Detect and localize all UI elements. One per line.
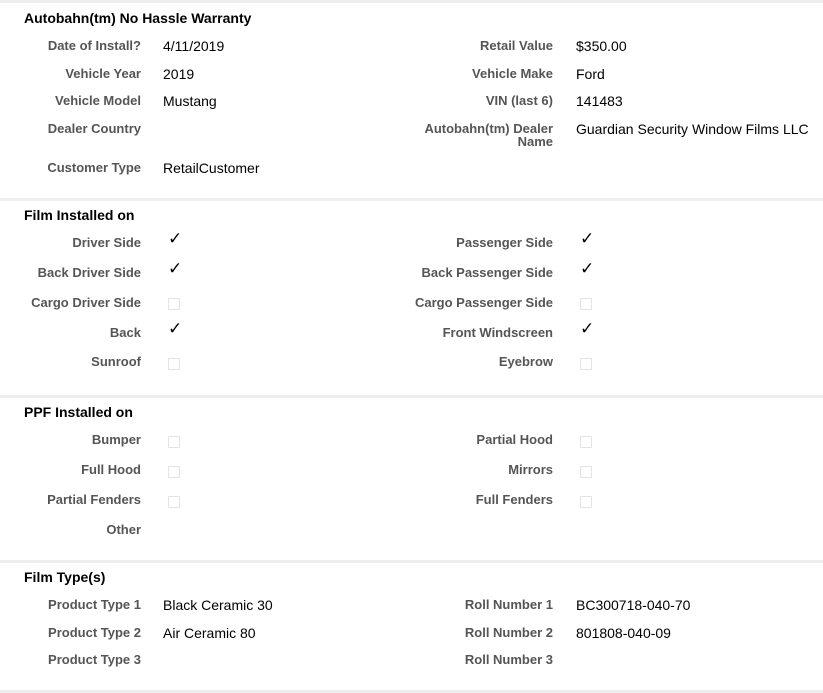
eyebrow-label: Eyebrow <box>498 354 553 369</box>
film-section-title: Film Installed on <box>24 207 135 223</box>
cargo-passenger-side-checkbox[interactable] <box>580 298 592 310</box>
vehicle-make-value: Ford <box>576 66 605 82</box>
back-driver-side-label: Back Driver Side <box>37 265 141 280</box>
roll-number-2-value: 801808-040-09 <box>576 625 671 641</box>
full-fenders-label: Full Fenders <box>475 492 553 507</box>
dealer-name-label <box>380 122 553 148</box>
mirrors-checkbox[interactable] <box>580 466 592 478</box>
section-divider <box>0 395 823 398</box>
cargo-passenger-side-label: Cargo Passenger Side <box>415 295 553 310</box>
vehicle-year-label: Vehicle Year <box>65 66 141 81</box>
partial-fenders-label: Partial Fenders <box>47 492 141 507</box>
customer-type-value: RetailCustomer <box>163 160 260 176</box>
passenger-side-label: Passenger Side <box>456 235 553 250</box>
product-type-2-label: Product Type 2 <box>48 625 141 640</box>
checkmark-icon: ✓ <box>168 229 183 249</box>
ppf-section-title: PPF Installed on <box>24 404 133 420</box>
full-hood-checkbox[interactable] <box>168 466 180 478</box>
vehicle-year-value: 2019 <box>163 66 195 82</box>
vin-value: 141483 <box>576 93 623 109</box>
driver-side-checkbox[interactable] <box>168 229 183 249</box>
warranty-section-title: Autobahn(tm) No Hassle Warranty <box>24 10 252 26</box>
product-type-1-label: Product Type 1 <box>48 597 141 612</box>
vehicle-model-label: Vehicle Model <box>55 93 141 108</box>
dealer-name-label-line1: Autobahn(tm) Dealer <box>424 121 553 136</box>
bumper-checkbox[interactable] <box>168 436 180 448</box>
checkmark-icon: ✓ <box>168 259 183 279</box>
sunroof-label: Sunroof <box>91 354 141 369</box>
dealer-name-label-line2: Name <box>517 134 553 149</box>
roll-number-1-value: BC300718-040-70 <box>576 597 691 613</box>
back-passenger-side-label: Back Passenger Side <box>421 265 553 280</box>
retail-value-value: $350.00 <box>576 38 627 54</box>
vin-label: VIN (last 6) <box>485 93 553 108</box>
cargo-driver-side-checkbox[interactable] <box>168 298 180 310</box>
top-divider <box>0 0 823 3</box>
full-hood-label: Full Hood <box>81 462 141 477</box>
front-windscreen-checkbox[interactable] <box>580 319 595 339</box>
back-passenger-side-checkbox[interactable] <box>580 259 595 279</box>
checkmark-icon: ✓ <box>580 319 595 339</box>
partial-hood-label: Partial Hood <box>476 432 553 447</box>
dealer-name-value: Guardian Security Window Films LLC <box>576 121 809 137</box>
other-label: Other <box>106 522 141 537</box>
back-label: Back <box>109 325 141 340</box>
back-driver-side-checkbox[interactable] <box>168 259 183 279</box>
sunroof-checkbox[interactable] <box>168 358 180 370</box>
checkmark-icon: ✓ <box>168 319 183 339</box>
partial-hood-checkbox[interactable] <box>580 436 592 448</box>
vehicle-make-label: Vehicle Make <box>472 66 553 81</box>
eyebrow-checkbox[interactable] <box>580 358 592 370</box>
back-checkbox[interactable] <box>168 319 183 339</box>
dealer-country-label: Dealer Country <box>47 121 141 136</box>
date-of-install-label: Date of Install? <box>47 38 141 53</box>
product-type-3-label: Product Type 3 <box>48 652 141 667</box>
retail-value-label: Retail Value <box>480 38 553 53</box>
section-divider <box>0 198 823 201</box>
checkmark-icon: ✓ <box>580 229 595 249</box>
passenger-side-checkbox[interactable] <box>580 229 595 249</box>
section-divider <box>0 560 823 563</box>
vehicle-model-value: Mustang <box>163 93 217 109</box>
customer-type-label: Customer Type <box>47 160 141 175</box>
full-fenders-checkbox[interactable] <box>580 496 592 508</box>
bumper-label: Bumper <box>91 432 141 447</box>
roll-number-1-label: Roll Number 1 <box>464 597 553 612</box>
roll-number-3-label: Roll Number 3 <box>464 652 553 667</box>
roll-number-2-label: Roll Number 2 <box>464 625 553 640</box>
mirrors-label: Mirrors <box>508 462 553 477</box>
checkmark-icon: ✓ <box>580 259 595 279</box>
front-windscreen-label: Front Windscreen <box>442 325 553 340</box>
product-type-1-value: Black Ceramic 30 <box>163 597 273 613</box>
partial-fenders-checkbox[interactable] <box>168 496 180 508</box>
film-types-section-title: Film Type(s) <box>24 569 106 585</box>
product-type-2-value: Air Ceramic 80 <box>163 625 256 641</box>
date-of-install-value: 4/11/2019 <box>163 38 225 54</box>
cargo-driver-side-label: Cargo Driver Side <box>31 295 141 310</box>
driver-side-label: Driver Side <box>72 235 141 250</box>
